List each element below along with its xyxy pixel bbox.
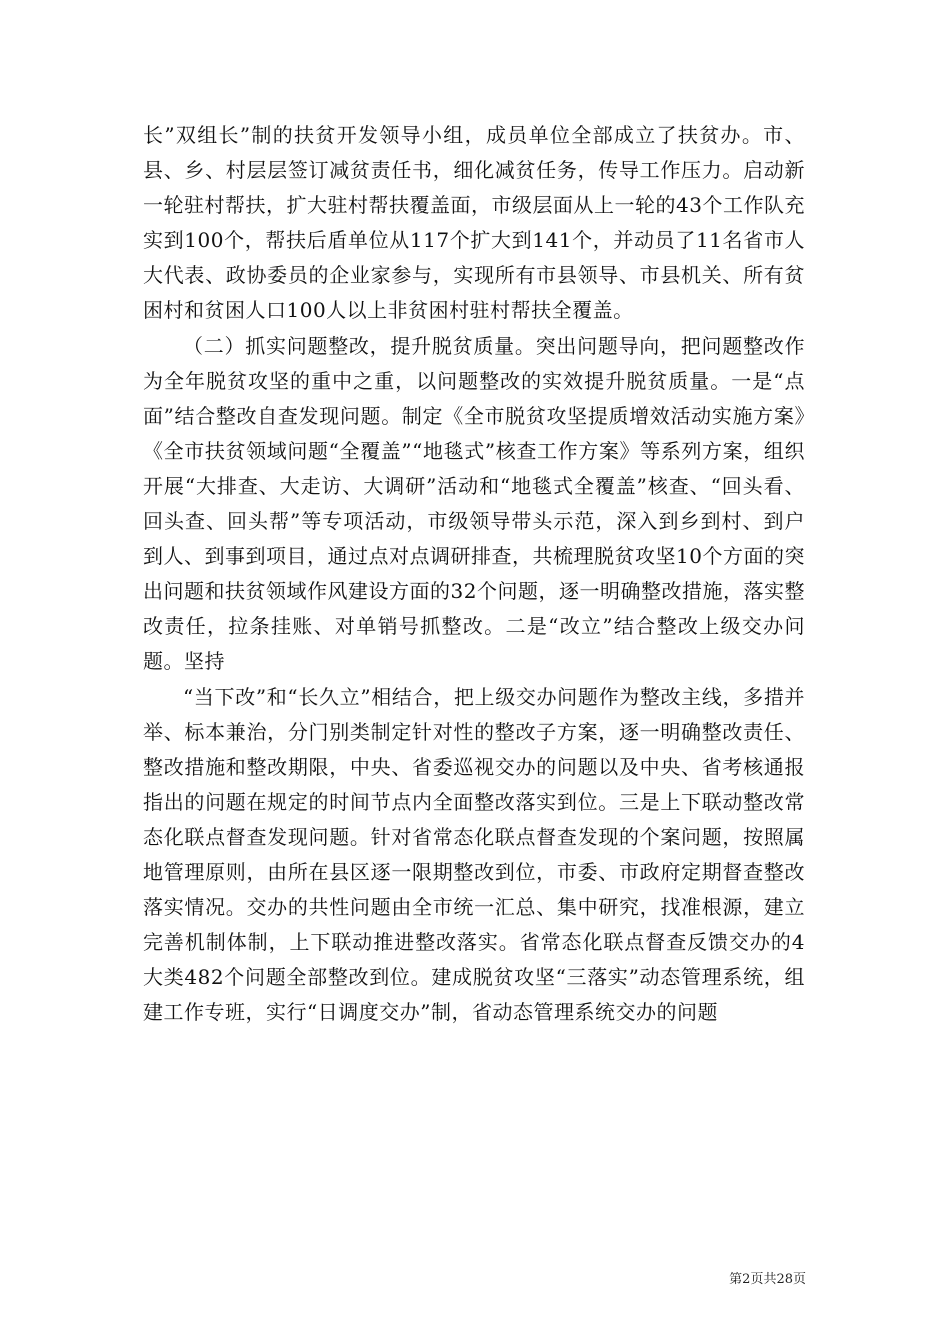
paragraph-1: 长”双组长”制的扶贫开发领导小组，成员单位全部成立了扶贫办。市、县、乡、村层层签订减贫责任书，细化减贫任务，传导工作压力。启动新一轮驻村帮扶，扩大驻村帮扶覆盖面，市级层面从上一轮的43个工作队充实到100个，帮扶后盾单位从117个扩大到141个，并动员了11名省市人大代表、政协委员的企业家参与，实现所有市县领导、市县机关、所有贫困村和贫困人口100人以上非贫困村驻村帮扶全覆盖。 <box>143 123 805 322</box>
paragraph-2: （二）抓实问题整改，提升脱贫质量。突出问题导向，把问题整改作为全年脱贫攻坚的重中之重，以问题整改的实效提升脱贫质量。一是“点面”结合整改自查发现问题。制定《全市脱贫攻坚提质增效活动实施方案》《全市扶贫领域问题“全覆盖”“地毯式”核查工作方案》等系列方案，组织开展“大排查、大走访、大调研”活动和“地毯式全覆盖”核查、“回头看、回头查、回头帮”等专项活动，市级领导带头示范，深入到乡到村、到户到人、到事到项目，通过点对点调研排查，共梳理脱贫攻坚10个方面的突出问题和扶贫领域作风建设方面的32个问题，逐一明确整改措施，落实整改责任，拉条挂账、对单销号抓整改。二是“改立”结合整改上级交办问题。坚持 <box>143 334 805 673</box>
body-text <box>143 118 805 1030</box>
page-footer: 第2页共28页 <box>729 1272 806 1287</box>
paragraph-3: “当下改”和“长久立”相结合，把上级交办问题作为整改主线，多措并举、标本兼治，分门别类制定针对性的整改子方案，逐一明确整改责任、整改措施和整改期限，中央、省委巡视交办的问题以及中央、省考核通报指出的问题在规定的时间节点内全面整改落实到位。三是上下联动整改常态化联点督查发现问题。针对省常态化联点督查发现的个案问题，按照属地管理原则，由所在县区逐一限期整改到位，市委、市政府定期督查整改落实情况。交办的共性问题由全市统一汇总、集中研究，找准根源，建立完善机制体制，上下联动推进整改落实。省常态化联点督查反馈交办的4大类482个问题全部整改到位。建成脱贫攻坚“三落实”动态管理系统，组建工作专班，实行“日调度交办”制，省动态管理系统交办的问题 <box>143 685 805 1024</box>
